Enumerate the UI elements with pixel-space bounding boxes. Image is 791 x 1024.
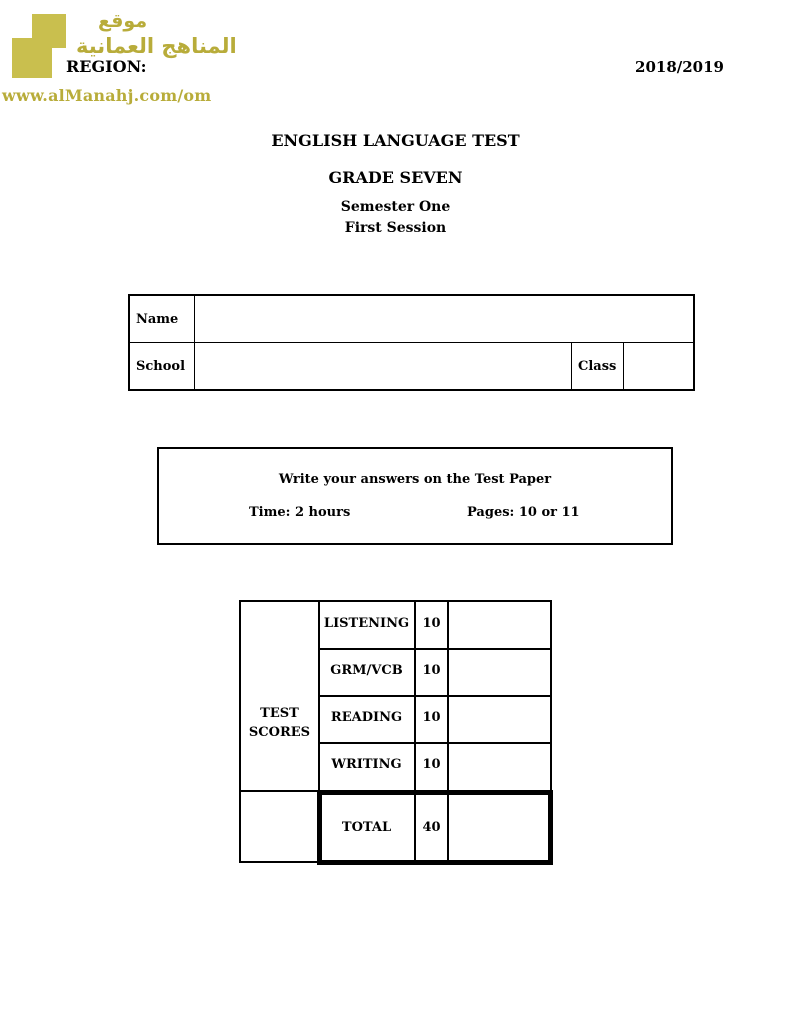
instructions-box: [157, 447, 673, 545]
score-row-max: 10: [422, 710, 441, 725]
score-row-label: WRITING: [331, 757, 402, 772]
score-table: [239, 600, 552, 863]
info-row-divider: [130, 342, 693, 343]
score-row-label: GRM/VCB: [330, 663, 403, 678]
class-label: Class: [578, 359, 617, 374]
watermark-url: www.alManahj.com/om: [2, 86, 212, 105]
grammar-vocab-score-field[interactable]: [450, 651, 550, 694]
test-title: ENGLISH LANGUAGE TEST: [271, 131, 520, 150]
watermark-arabic-line2: المناهج العمانية: [76, 34, 237, 58]
info-label-divider: [194, 296, 195, 389]
semester-label: Semester One: [340, 199, 451, 215]
score-row-max: 10: [422, 757, 441, 772]
total-max: 40: [422, 820, 441, 835]
school-field[interactable]: [196, 344, 569, 387]
total-score-field[interactable]: [450, 796, 547, 859]
school-label: School: [136, 359, 186, 374]
reading-score-field[interactable]: [450, 698, 550, 741]
test-scores-label-line2: SCORES: [248, 725, 311, 740]
watermark-arabic-line1: موقع: [98, 10, 148, 32]
total-label: TOTAL: [341, 820, 392, 835]
score-row-divider: [318, 648, 552, 650]
time-label: Time: 2 hours: [249, 505, 351, 520]
region-label: REGION:: [66, 57, 147, 76]
session-label: First Session: [344, 220, 447, 236]
listening-score-field[interactable]: [450, 602, 550, 647]
logo-square-front: [32, 14, 66, 48]
score-row-max: 10: [422, 663, 441, 678]
pages-label: Pages: 10 or 11: [467, 505, 580, 520]
score-row-max: 10: [422, 616, 441, 631]
score-row-divider: [318, 742, 552, 744]
class-label-left-divider: [571, 342, 572, 389]
name-label: Name: [136, 312, 179, 327]
name-field[interactable]: [196, 297, 691, 340]
instructions-main: Write your answers on the Test Paper: [278, 472, 552, 487]
score-row-label: LISTENING: [323, 616, 410, 631]
student-info-table: [128, 294, 695, 391]
class-label-right-divider: [623, 342, 624, 389]
class-field[interactable]: [625, 344, 691, 387]
score-row-label: READING: [330, 710, 403, 725]
academic-year: 2018/2019: [635, 58, 724, 76]
score-row-divider: [318, 695, 552, 697]
grade-title: GRADE SEVEN: [328, 168, 463, 187]
test-scores-label-line1: TEST: [260, 706, 299, 721]
writing-score-field[interactable]: [450, 745, 550, 789]
